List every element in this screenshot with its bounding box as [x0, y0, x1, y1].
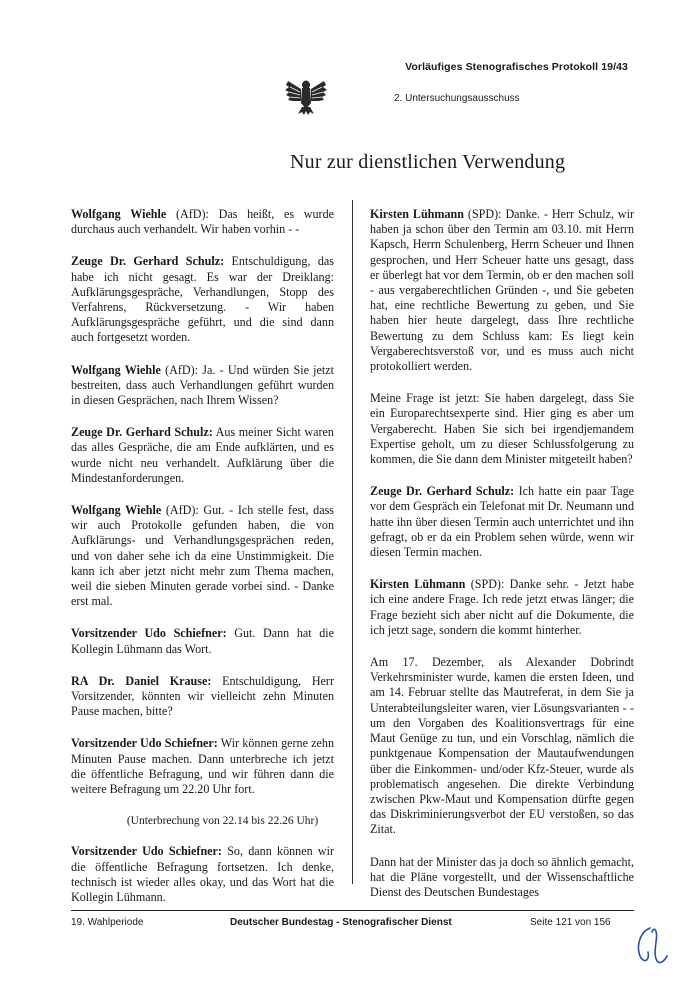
speech-text: So, dann können wir die öffentliche Befragung fortsetzen. Ich denke, technisch ist wieder alles okay, und das Wort hat die Kollegin Lühmann.: [71, 844, 335, 904]
footer-page-number: Seite 121 von 156: [530, 917, 611, 928]
speech-text: Das heißt, es wurde durchaus auch verhandelt. Wir haben vorhin - -: [71, 207, 335, 237]
speaker-name: Vorsitzender Udo Schiefner:: [71, 844, 222, 859]
speaker-name: Wolfgang Wiehle: [71, 362, 161, 377]
speech-paragraph: [370, 577, 634, 638]
speech-text: Entschuldigung, das habe ich nicht gesagt. Es war der Dreiklang: Aufklärungsgespräche, Verhandlungen, Stopp des Verfahrens, Rückversetzung. - Wir haben Aufklärungsgespräche geführt, und die sind dann auch fortgesetzt worden.: [71, 254, 334, 345]
federal-eagle-icon: [284, 76, 328, 116]
classification-heading: Nur zur dienstlichen Verwendung: [290, 151, 566, 173]
speech-paragraph: [71, 844, 334, 905]
speech-text: Gut. - Ich stelle fest, dass wir auch Protokolle gefunden haben, die von Aufklärungs- und Verhandlungsgesprächen reden, und von daher sehe ich da eine Unstimmigkeit. Die kann ich aber jetzt nicht mehr zum Thema machen, weil die sieben Minuten gerade vorbei sind. - Danke erst mal.: [71, 503, 335, 609]
speaker-party: (SPD):: [463, 207, 502, 221]
speech-text: Ja. - Und würden Sie jetzt bestreiten, dass auch Verhandlungen geführt wurden in diesen Gesprächen, nach Ihrem Wissen?: [71, 362, 335, 408]
speaker-name: Zeuge Dr. Gerhard Schulz:: [370, 484, 515, 499]
speech-paragraph: [71, 363, 334, 409]
speech-paragraph: [370, 484, 634, 560]
speaker-name: Kirsten Lühmann: [370, 207, 464, 221]
speech-paragraph: [370, 855, 634, 901]
speaker-party: (SPD):: [465, 577, 505, 592]
speech-text: Danke sehr. - Jetzt habe ich eine andere Frage. Ich rede jetzt etwas länger; die Frage bezieht sich aber nicht auf die Dokumente, die ich jetzt sage, sondern die kommt hinterher.: [370, 577, 635, 637]
committee-name: 2. Untersuchungsausschuss: [394, 93, 520, 104]
column-divider: [352, 200, 353, 884]
speech-text: Aus meiner Sicht waren das alles Gespräche, die am Ende aufklärten, und es wurde nicht neu verhandelt. Aufklärung über die Mindestanforderungen.: [71, 425, 334, 485]
handwritten-signature-icon: [630, 922, 670, 970]
speaker-party: (AfD):: [166, 207, 209, 221]
speech-paragraph: [71, 736, 334, 797]
speaker-party: (AfD):: [161, 503, 199, 518]
speech-paragraph: [370, 655, 634, 837]
speech-text: Danke. - Herr Schulz, wir haben ja schon über den Termin am 03.10. mit Herrn Kapsch, Herrn Schulenberg, Herrn Scheuer und Ihnen gesprochen, und Herr Scheuer hatte uns gesagt, dass er überlegt hat vor dem Termin, ob er den machen soll - aus vergaberechtlichen Gründen -, und Sie gebeten hat, eine rechtliche Bewertung zu geben, und Sie haben hier heute dargelegt, dass Ihre rechtliche Bewertung zu dem Schluss kam: Es liegt kein Vergaberechtsverstoß vor, und es muss auch nicht protokolliert werden.: [370, 207, 634, 374]
right-column: [370, 207, 634, 917]
speaker-name: Zeuge Dr. Gerhard Schulz:: [71, 425, 213, 440]
speech-paragraph: [71, 254, 334, 345]
speaker-name: Zeuge Dr. Gerhard Schulz:: [71, 254, 225, 269]
speech-paragraph: [71, 674, 334, 720]
speaker-name: Wolfgang Wiehle: [71, 207, 167, 221]
speech-text: Gut. Dann hat die Kollegin Lühmann das Wort.: [71, 626, 334, 656]
speaker-name: Vorsitzender Udo Schiefner:: [71, 736, 218, 751]
footer-service: Deutscher Bundestag - Stenografischer Dienst: [230, 917, 452, 928]
speech-paragraph: [71, 207, 334, 237]
speech-text: Am 17. Dezember, als Alexander Dobrindt Verkehrsminister wurde, kamen die ersten Ideen, und am 14. Februar stellte das Mautreferat, in dem Sie ja Unterabteilungsleiter waren, vier Lösungsvarianten - - um den Vorgaben des Koalitionsvertrags für eine Maut Genüge zu tun, und ein Vorschlag, nämlich die punktgenaue Kompensation der Mautaufwendungen über die Einkommen- und/oder Kfz-Steuer, wurde als problematisch angesehen. Die direkte Verbindung zwischen Pkw-Maut und Kompensation dürfte gegen das Diskriminierungsverbot der EU verstoßen, so das Zitat.: [370, 655, 634, 837]
speech-text: Entschuldigung, Herr Vorsitzender, könnten wir vielleicht zehn Minuten Pause machen, bitte?: [71, 673, 334, 719]
speech-text: Wir können gerne zehn Minuten Pause machen. Dann unterbreche ich jetzt die öffentliche Befragung, und wir führen dann die weitere Befragung um 22.20 Uhr fort.: [71, 736, 335, 797]
footer-rule: [71, 910, 634, 911]
speaker-name: Wolfgang Wiehle: [71, 503, 162, 518]
speech-text: Meine Frage ist jetzt: Sie haben dargelegt, dass Sie ein Europarechtsexperte sind. Hier ging es aber um Vergaberecht. Haben Sie sich bei irgendjemandem Expertise geholt, um zu dieser Schlussfolgerung zu kommen, die Sie dann dem Minister mitgeteilt haben?: [370, 391, 634, 467]
speech-paragraph: [370, 391, 634, 467]
speech-paragraph: [370, 207, 634, 374]
speech-text: Ich hatte ein paar Tage vor dem Gespräch ein Telefonat mit Dr. Neumann und hatte ihn über diesen Termin auch unterrichtet und ihn gefragt, ob er da ein Problem sehen würde, wenn wir diesen Termin machen.: [370, 484, 634, 560]
interruption-note: [71, 814, 334, 828]
speaker-party: (AfD):: [160, 362, 198, 377]
footer-period: 19. Wahlperiode: [71, 917, 144, 928]
left-column: [71, 207, 334, 922]
speech-paragraph: [71, 503, 334, 609]
speaker-name: Vorsitzender Udo Schiefner:: [71, 626, 227, 641]
speaker-name: RA Dr. Daniel Krause:: [71, 673, 212, 688]
speech-paragraph: [71, 626, 334, 656]
speech-text: Dann hat der Minister das ja doch so ähnlich gemacht, hat die Pläne vorgestellt, und der Wissenschaftliche Dienst des Deutschen Bundestages: [370, 854, 634, 899]
speech-text: (Unterbrechung von 22.14 bis 22.26 Uhr): [126, 815, 319, 828]
speech-paragraph: [71, 425, 334, 486]
protocol-title: Vorläufiges Stenografisches Protokoll 19/43: [405, 61, 628, 73]
speaker-name: Kirsten Lühmann: [370, 577, 466, 592]
